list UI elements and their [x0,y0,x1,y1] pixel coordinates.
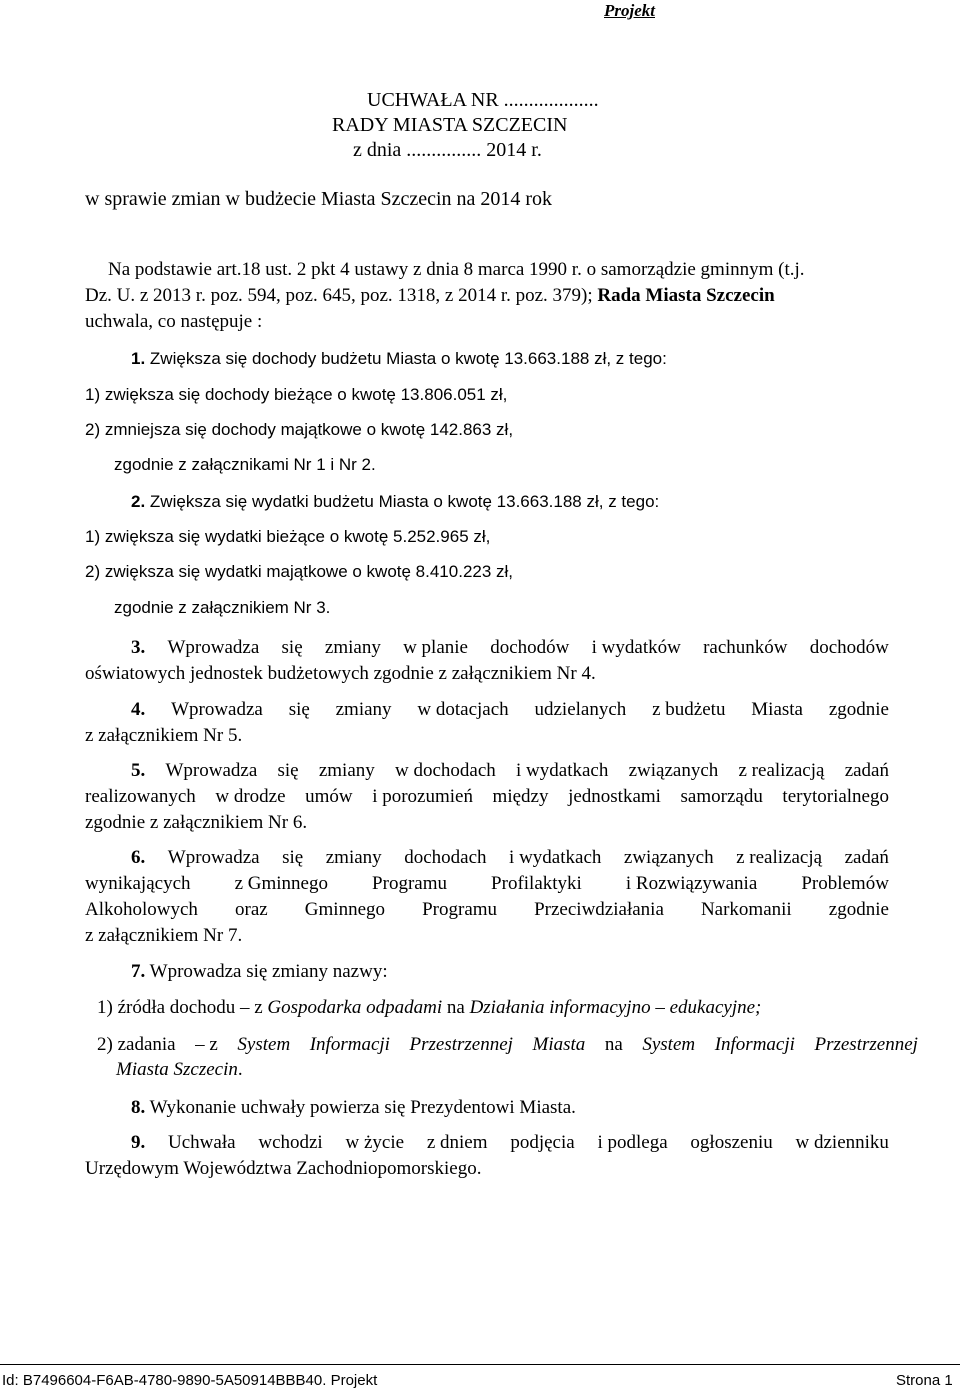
word: związanych [628,760,719,781]
word: terytorialnego [782,786,889,807]
section-7-item-1 [97,997,761,1019]
word: umów [305,786,353,807]
word: zadań [844,847,889,868]
word: w drodze [215,786,286,807]
section-3-line-2: oświatowych jednostek budżetowych zgodnie z załącznikiem Nr 4. [85,663,596,684]
section-number: 8. [131,1097,146,1118]
word: zmiany [318,760,375,781]
word: między [492,786,549,807]
resolution-number: UCHWAŁA NR ................... [367,89,599,111]
word: i wydatkach [516,760,609,781]
word: i Rozwiązywania [625,873,758,894]
item-prefix: 1) źródła dochodu – z [97,997,263,1018]
section-number: 4. [131,699,146,720]
section-number: 6. [131,847,146,868]
projekt-label: Projekt [604,1,655,20]
word: się [282,847,304,868]
section-2 [131,491,659,513]
subject-line: w sprawie zmian w budżecie Miasta Szczecin na 2014 rok [85,188,553,210]
word: zadań [844,760,889,781]
word: Uchwała [168,1132,236,1153]
word: Narkomanii [700,899,792,920]
word: w życie [345,1132,405,1153]
section-6-line-1 [131,847,889,869]
word: Przestrzennej [409,1034,513,1055]
word: Miasta [532,1034,586,1055]
section-7-item-2-line-2 [116,1059,243,1081]
word: Wprowadza [171,699,263,720]
item-connector: na [446,997,465,1018]
word: się [281,637,303,658]
word: 2) zadania [97,1034,176,1055]
word: w planie [403,637,468,658]
section-1-item-1: 1) zwiększa się dochody bieżące o kwotę 13.806.051 zł, [85,385,508,404]
word: i wydatkach [509,847,602,868]
section-2-item-2: 2) zwiększa się wydatki majątkowe o kwotę 8.410.223 zł, [85,562,514,581]
word: wchodzi [258,1132,323,1153]
word: zgodnie [828,699,889,720]
word: i podlega [597,1132,668,1153]
footer-page-number: Strona 1 [896,1372,953,1389]
section-number: 7. [131,961,146,982]
word: zgodnie [828,899,889,920]
footer-divider [0,1364,960,1365]
section-4-line-2: z załącznikiem Nr 5. [85,725,243,746]
section-number: 1. [131,349,146,368]
word: z realizacją [736,847,823,868]
word: oraz [235,899,268,920]
word: udzielanych [534,699,627,720]
word: podjęcia [510,1132,575,1153]
section-5-line-1 [131,760,889,782]
council-name: RADY MIASTA SZCZECIN [332,114,568,136]
word: Wprowadza [167,847,260,868]
word: się [277,760,299,781]
section-number: 9. [131,1132,146,1153]
old-name: Gospodarka odpadami [267,997,443,1018]
word: się [288,699,310,720]
word: dochodach [404,847,487,868]
word: realizowanych [85,786,196,807]
word: w dotacjach [417,699,509,720]
word: zmiany [325,847,382,868]
new-name: Działania informacyjno – edukacyjne; [469,997,762,1018]
word: związanych [623,847,714,868]
word: Gminnego [304,899,386,920]
section-text: Wykonanie uchwały powierza się Prezydentowi Miasta. [149,1097,576,1118]
word: Wprowadza [165,760,258,781]
word: ogłoszeniu [690,1132,773,1153]
period: . [237,1059,243,1080]
section-2-note: zgodnie z załącznikiem Nr 3. [114,598,331,617]
word: rachunków [703,637,788,658]
section-text: Zwiększa się dochody budżetu Miasta o kwotę 13.663.188 zł, z tego: [149,349,667,368]
section-1-item-2: 2) zmniejsza się dochody majątkowe o kwotę 142.863 zł, [85,420,514,439]
word: z Gminnego [234,873,328,894]
section-text: Wprowadza się zmiany nazwy: [149,961,388,982]
word: Informacji [714,1034,795,1055]
word: samorządu [680,786,763,807]
section-6-line-2 [85,873,889,895]
preamble-legal-basis: Dz. U. z 2013 r. poz. 594, poz. 645, poz. 1318, z 2014 r. poz. 379); [85,285,593,306]
preamble-council: Rada Miasta Szczecin [597,285,775,306]
section-1 [131,348,667,370]
word: Problemów [801,873,889,894]
section-2-item-1: 1) zwiększa się wydatki bieżące o kwotę 5.252.965 zł, [85,527,491,546]
word: zmiany [324,637,381,658]
word: zmiany [335,699,392,720]
word: Alkoholowych [85,899,198,920]
section-7-item-2-line-1 [97,1034,918,1056]
word: w dzienniku [795,1132,889,1153]
section-number: 3. [131,637,146,658]
word: Przestrzennej [814,1034,918,1055]
new-name-end: Miasta Szczecin [116,1059,238,1080]
footer-document-id: Id: B7496604-F6AB-4780-9890-5A50914BBB40. Projekt [2,1372,378,1389]
section-7 [131,961,388,983]
section-9-line-1 [131,1132,889,1154]
section-1-note: zgodnie z załącznikami Nr 1 i Nr 2. [114,455,376,474]
section-8 [131,1097,576,1119]
preamble-line-2 [85,285,775,307]
word: Wprowadza [167,637,260,658]
word: – z [195,1034,218,1055]
section-6-line-3 [85,899,889,921]
word: System [237,1034,291,1055]
word: z realizacją [738,760,825,781]
word: z dniem [426,1132,488,1153]
word: Informacji [309,1034,390,1055]
section-number: 2. [131,492,146,511]
word: System [642,1034,696,1055]
word: dochodów [809,637,889,658]
word: Miasta [751,699,803,720]
word: na [604,1034,623,1055]
section-number: 5. [131,760,146,781]
section-4-line-1 [131,699,889,721]
section-5-line-2 [85,786,889,808]
preamble-line-1: Na podstawie art.18 ust. 2 pkt 4 ustawy z dnia 8 marca 1990 r. o samorządzie gminnym (t.j. [108,259,805,280]
word: z budżetu [652,699,726,720]
section-6-line-4: z załącznikiem Nr 7. [85,925,243,946]
word: Programu [422,899,498,920]
section-text: Zwiększa się wydatki budżetu Miasta o kwotę 13.663.188 zł, z tego: [149,492,660,511]
word: jednostkami [568,786,661,807]
word: dochodów [490,637,570,658]
word: Przeciwdziałania [534,899,664,920]
resolution-date: z dnia ............... 2014 r. [353,139,542,161]
word: wynikających [85,873,191,894]
word: w dochodach [395,760,496,781]
word: i wydatków [591,637,681,658]
word: Programu [372,873,447,894]
word: i porozumień [372,786,473,807]
section-5-line-3: zgodnie z załącznikiem Nr 6. [85,812,308,833]
section-9-line-2: Urzędowym Województwa Zachodniopomorskiego. [85,1158,482,1179]
preamble-line-3: uchwala, co następuje : [85,311,263,332]
word: Profilaktyki [491,873,582,894]
section-3-line-1 [131,637,889,659]
